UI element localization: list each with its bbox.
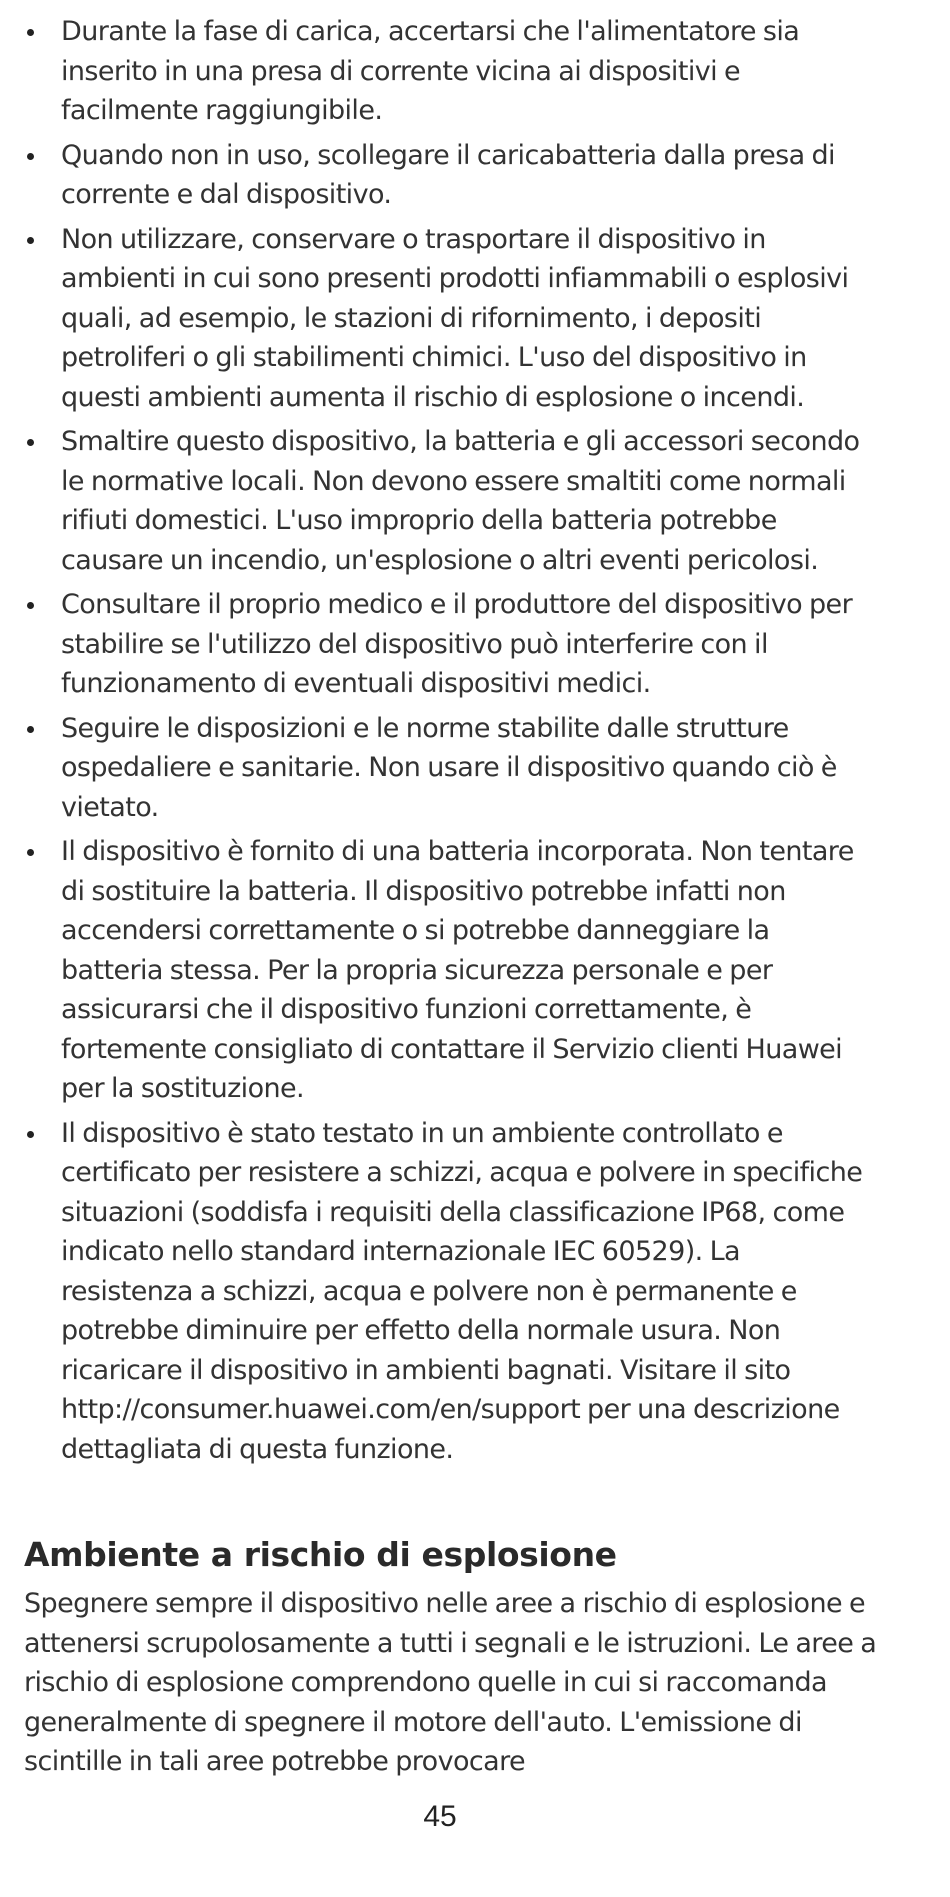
bullet-item-flammable-environments bbox=[24, 220, 874, 418]
bullet-text: Non utilizzare, conservare o trasportare il dispositivo in ambienti in cui sono presenti prodotti infiammabili o esplosivi quali, ad esempio, le stazioni di rifornimento, i depositi petroliferi o gli stabilimenti chimici. L'uso del dispositivo in questi ambienti aumenta il rischio di esplosione o incendi. bbox=[61, 223, 849, 413]
bullet-text: Seguire le disposizioni e le norme stabilite dalle strutture ospedaliere e sanitarie. Non usare il dispositivo quando ciò è vietato. bbox=[61, 712, 837, 823]
bullet-text: Quando non in uso, scollegare il caricabatteria dalla presa di corrente e dal dispositivo. bbox=[61, 139, 835, 210]
bullet-icon bbox=[27, 153, 34, 160]
bullet-text: Il dispositivo è fornito di una batteria incorporata. Non tentare di sostituire la batteria. Il dispositivo potrebbe infatti non accendersi correttamente o si potrebbe danneggiare la batteria stessa. Per la propria sicurezza personale e per assicurarsi che il dispositivo funzioni correttamente, è fortemente consigliato di contattare il Servizio clienti Huawei per la sostituzione. bbox=[61, 836, 854, 1104]
bullet-icon bbox=[27, 849, 34, 856]
bullet-text: Consultare il proprio medico e il produttore del dispositivo per stabilire se l'utilizzo del dispositivo può interferire con il funzionamento di eventuali dispositivi medici. bbox=[61, 589, 853, 699]
bullet-icon bbox=[27, 1131, 34, 1138]
page-number: 45 bbox=[423, 1800, 457, 1833]
bullet-icon bbox=[27, 439, 34, 446]
safety-bullet-list bbox=[24, 12, 874, 1474]
bullet-text: Durante la fase di carica, accertarsi che l'alimentatore sia inserito in una presa di corrente vicina ai dispositivi e facilmente raggiungibile. bbox=[61, 16, 800, 126]
bullet-item-built-in-battery bbox=[24, 832, 874, 1109]
section-heading: Ambiente a rischio di esplosione bbox=[24, 1535, 617, 1574]
bullet-icon bbox=[27, 237, 34, 244]
bullet-icon bbox=[27, 602, 34, 609]
bullet-item-medical-devices bbox=[24, 585, 874, 704]
bullet-item-water-resistance bbox=[24, 1114, 874, 1470]
section-body: Spegnere sempre il dispositivo nelle aree a rischio di esplosione e attenersi scrupolosamente a tutti i segnali e le istruzioni. Le aree a rischio di esplosione comprendono quelle in cui si raccomanda generalmente di spegnere il motore dell'auto. L'emissione di scintille in tali aree potrebbe provocare bbox=[24, 1588, 877, 1777]
bullet-text: Il dispositivo è stato testato in un ambiente controllato e certificato per resistere a schizzi, acqua e polvere in specifiche situazioni (soddisfa i requisiti della classificazione IP68, come indicato nello standard internazionale IEC 60529). La resistenza a schizzi, acqua e polvere non è permanente e potrebbe diminuire per effetto della normale usura. Non ricaricare il dispositivo in ambienti bagnati. Visitare il sito http://consumer.huawei.com/en/support per una descrizione dettagliata di questa funzione. bbox=[61, 1117, 863, 1465]
bullet-item-hospital-rules bbox=[24, 709, 874, 828]
bullet-icon bbox=[27, 726, 34, 733]
bullet-item-charging-socket bbox=[24, 12, 874, 131]
bullet-item-disposal bbox=[24, 422, 874, 580]
bullet-icon bbox=[27, 29, 34, 36]
bullet-text: Smaltire questo dispositivo, la batteria e gli accessori secondo le normative locali. Non devono essere smaltiti come normali rifiuti domestici. L'uso improprio della batteria potrebbe causare un incendio, un'esplosione o altri eventi pericolosi. bbox=[61, 426, 860, 576]
bullet-item-unplug-charger bbox=[24, 136, 874, 215]
